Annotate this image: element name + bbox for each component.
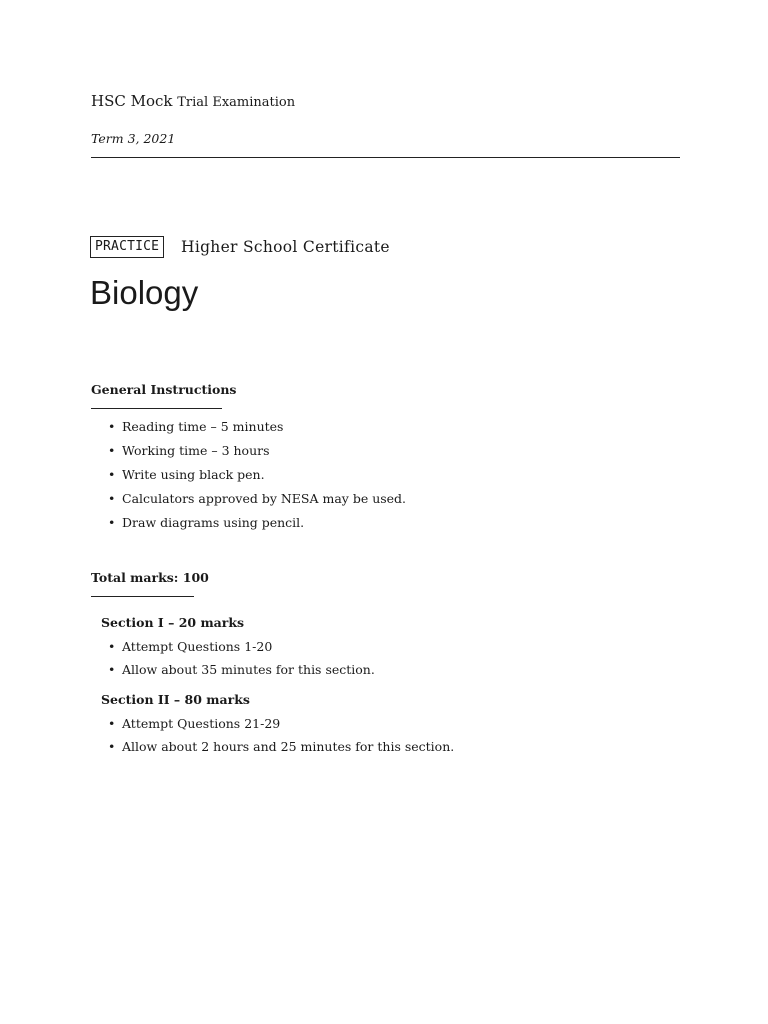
- exam-title: [91, 92, 295, 110]
- list-item: • Attempt Questions 21-29: [108, 716, 281, 731]
- practice-badge: PRACTICE: [90, 236, 164, 258]
- general-instructions-list: [108, 418, 406, 538]
- total-marks-underline: [91, 596, 194, 597]
- bullet-icon: •: [108, 716, 116, 731]
- list-item: • Allow about 35 minutes for this section.: [108, 662, 375, 677]
- section-1-list: [108, 638, 375, 684]
- bullet-icon: •: [108, 515, 116, 530]
- bullet-icon: •: [108, 739, 116, 754]
- bullet-icon: •: [108, 419, 116, 434]
- list-item: • Reading time – 5 minutes: [108, 419, 284, 434]
- exam-term: Term 3, 2021: [91, 131, 176, 146]
- bullet-icon: •: [108, 467, 116, 482]
- list-item: • Write using black pen.: [108, 467, 265, 482]
- list-item: • Calculators approved by NESA may be used.: [108, 491, 407, 506]
- section-2-heading: Section II – 80 marks: [101, 692, 250, 707]
- list-item: • Attempt Questions 1-20: [108, 639, 273, 654]
- list-item: • Working time – 3 hours: [108, 443, 270, 458]
- section-2-list: [108, 715, 454, 761]
- list-item: • Draw diagrams using pencil.: [108, 515, 305, 530]
- certificate-title: Higher School Certificate: [181, 238, 390, 256]
- general-instructions-heading: General Instructions: [91, 382, 237, 397]
- subject-title: Biology: [90, 274, 199, 311]
- exam-title-type: Trial Examination: [177, 95, 296, 110]
- header-divider: [91, 157, 680, 158]
- section-1-heading: Section I – 20 marks: [101, 615, 245, 630]
- general-instructions-underline: [91, 408, 222, 409]
- total-marks-heading: Total marks: 100: [91, 570, 209, 585]
- bullet-icon: •: [108, 443, 116, 458]
- list-item: • Allow about 2 hours and 25 minutes for this section.: [108, 739, 455, 754]
- bullet-icon: •: [108, 662, 116, 677]
- bullet-icon: •: [108, 639, 116, 654]
- exam-title-main: HSC Mock: [91, 92, 173, 110]
- bullet-icon: •: [108, 491, 116, 506]
